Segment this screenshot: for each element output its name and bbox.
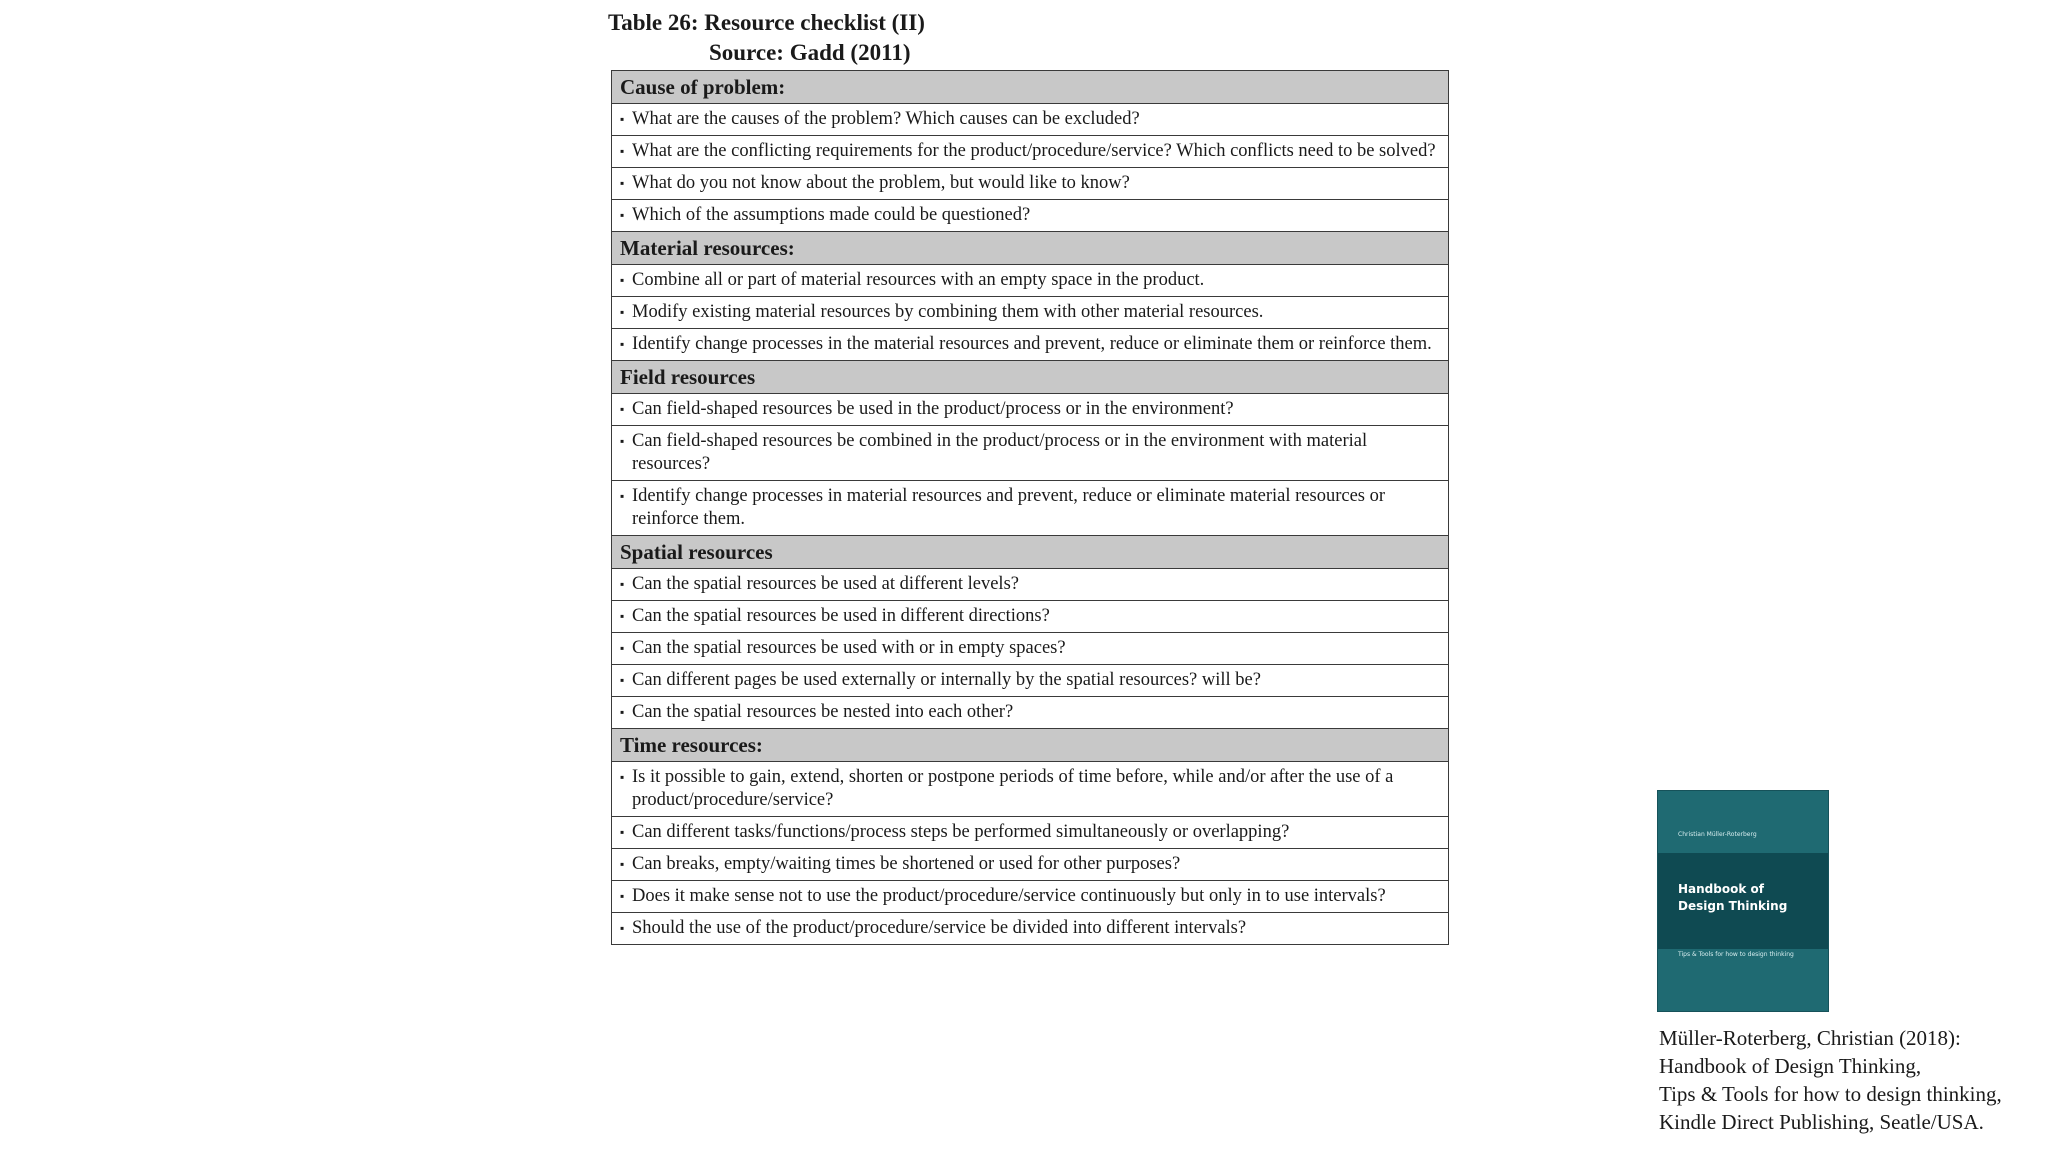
book-cover-title-line1: Handbook of xyxy=(1678,882,1764,896)
checklist-item-text: Can field-shaped resources be used in the product/process or in the environment? xyxy=(632,399,1234,419)
checklist-item-text: Can different pages be used externally or internally by the spatial resources? will be? xyxy=(632,670,1261,690)
checklist-item xyxy=(620,140,1440,163)
checklist-cell xyxy=(612,697,1449,729)
checklist-item xyxy=(620,172,1440,195)
bullet-icon: ▪ xyxy=(620,208,625,222)
checklist-item-text: Identify change processes in material resources and prevent, reduce or eliminate material resources or reinforce them. xyxy=(632,486,1386,529)
citation-line-4: Kindle Direct Publishing, Seatle/USA. xyxy=(1659,1110,1984,1134)
checklist-item xyxy=(620,301,1440,324)
section-header-row xyxy=(612,536,1449,569)
citation-line-2: Handbook of Design Thinking, xyxy=(1659,1054,1922,1078)
section-heading: Time resources: xyxy=(612,729,1449,762)
checklist-row xyxy=(612,633,1449,665)
bullet-icon: ▪ xyxy=(620,921,625,935)
checklist-cell xyxy=(612,200,1449,232)
checklist-row xyxy=(612,104,1449,136)
checklist-cell xyxy=(612,394,1449,426)
checklist-row xyxy=(612,297,1449,329)
checklist-item xyxy=(620,701,1440,724)
checklist-item-text: Combine all or part of material resources with an empty space in the product. xyxy=(632,270,1205,290)
checklist-row xyxy=(612,265,1449,297)
checklist-row xyxy=(612,569,1449,601)
checklist-row xyxy=(612,168,1449,200)
checklist-item xyxy=(620,821,1440,844)
checklist-item-text: Can the spatial resources be used with or in empty spaces? xyxy=(632,638,1066,658)
checklist-cell xyxy=(612,817,1449,849)
section-header-row xyxy=(612,361,1449,394)
bullet-icon: ▪ xyxy=(620,176,625,190)
checklist-cell xyxy=(612,665,1449,697)
checklist-item xyxy=(620,917,1440,940)
citation-line-3: Tips & Tools for how to design thinking, xyxy=(1659,1082,2002,1106)
checklist-row xyxy=(612,849,1449,881)
checklist-item-text: What do you not know about the problem, but would like to know? xyxy=(632,173,1130,193)
bullet-icon: ▪ xyxy=(620,434,625,448)
checklist-item xyxy=(620,333,1440,356)
checklist-cell xyxy=(612,762,1449,817)
resource-checklist-table xyxy=(611,70,1449,945)
bullet-icon: ▪ xyxy=(620,577,625,591)
checklist-item-text: Can the spatial resources be used in different directions? xyxy=(632,606,1050,626)
checklist-cell xyxy=(612,601,1449,633)
checklist-item xyxy=(620,605,1440,628)
checklist-item xyxy=(620,269,1440,292)
checklist-item-text: Which of the assumptions made could be questioned? xyxy=(632,205,1031,225)
book-cover-title-line2: Design Thinking xyxy=(1678,899,1788,913)
checklist-row xyxy=(612,817,1449,849)
checklist-item xyxy=(620,637,1440,660)
bullet-icon: ▪ xyxy=(620,305,625,319)
checklist-item xyxy=(620,485,1440,531)
book-cover-author: Christian Müller-Roterberg xyxy=(1678,831,1757,838)
book-cover-image xyxy=(1658,791,1828,1011)
checklist-item xyxy=(620,398,1440,421)
checklist-item-text: Can field-shaped resources be combined in the product/process or in the environment with material resources? xyxy=(632,431,1368,474)
checklist-row xyxy=(612,913,1449,945)
checklist-item-text: Should the use of the product/procedure/service be divided into different intervals? xyxy=(632,918,1247,938)
checklist-row xyxy=(612,426,1449,481)
bullet-icon: ▪ xyxy=(620,673,625,687)
checklist-item-text: Identify change processes in the material resources and prevent, reduce or eliminate them or reinforce them. xyxy=(632,334,1432,354)
checklist-item xyxy=(620,573,1440,596)
table-source: Source: Gadd (2011) xyxy=(709,40,911,65)
checklist-row xyxy=(612,200,1449,232)
checklist-item-text: What are the conflicting requirements for the product/procedure/service? Which conflicts need to be solved? xyxy=(632,141,1436,161)
table-title: Table 26: Resource checklist (II) xyxy=(608,10,925,35)
checklist-cell xyxy=(612,136,1449,168)
checklist-item xyxy=(620,766,1440,812)
checklist-item xyxy=(620,853,1440,876)
section-header-row xyxy=(612,729,1449,762)
checklist-row xyxy=(612,697,1449,729)
checklist-item-text: Is it possible to gain, extend, shorten or postpone periods of time before, while and/or after the use of a product/procedure/service? xyxy=(632,767,1394,810)
book-cover-subtitle: Tips & Tools for how to design thinking xyxy=(1678,951,1794,958)
checklist-item-text: Can different tasks/functions/process steps be performed simultaneously or overlapping? xyxy=(632,822,1290,842)
bullet-icon: ▪ xyxy=(620,641,625,655)
checklist-cell xyxy=(612,913,1449,945)
checklist-item-text: Can the spatial resources be nested into each other? xyxy=(632,702,1014,722)
checklist-cell xyxy=(612,104,1449,136)
book-cover-title xyxy=(1678,881,1818,915)
citation-line-1: Müller-Roterberg, Christian (2018): xyxy=(1659,1026,1961,1050)
checklist-cell xyxy=(612,265,1449,297)
checklist-cell xyxy=(612,168,1449,200)
checklist-row xyxy=(612,136,1449,168)
checklist-item xyxy=(620,204,1440,227)
bullet-icon: ▪ xyxy=(620,112,625,126)
checklist-item-text: Modify existing material resources by combining them with other material resources. xyxy=(632,302,1264,322)
section-header-row xyxy=(612,71,1449,104)
checklist-cell xyxy=(612,881,1449,913)
checklist-item-text: Can breaks, empty/waiting times be shortened or used for other purposes? xyxy=(632,854,1181,874)
table-caption xyxy=(608,8,925,68)
section-heading: Material resources: xyxy=(612,232,1449,265)
checklist-cell xyxy=(612,849,1449,881)
bullet-icon: ▪ xyxy=(620,770,625,784)
checklist-row xyxy=(612,394,1449,426)
checklist-row xyxy=(612,881,1449,913)
section-heading: Spatial resources xyxy=(612,536,1449,569)
bullet-icon: ▪ xyxy=(620,402,625,416)
bullet-icon: ▪ xyxy=(620,825,625,839)
bullet-icon: ▪ xyxy=(620,889,625,903)
bullet-icon: ▪ xyxy=(620,857,625,871)
section-header-row xyxy=(612,232,1449,265)
checklist-cell xyxy=(612,426,1449,481)
checklist-body xyxy=(612,71,1449,945)
checklist-item xyxy=(620,430,1440,476)
checklist-row xyxy=(612,762,1449,817)
bullet-icon: ▪ xyxy=(620,144,625,158)
checklist-row xyxy=(612,665,1449,697)
bullet-icon: ▪ xyxy=(620,337,625,351)
checklist-cell xyxy=(612,481,1449,536)
checklist-item xyxy=(620,669,1440,692)
bullet-icon: ▪ xyxy=(620,273,625,287)
checklist-row xyxy=(612,601,1449,633)
book-citation xyxy=(1659,1024,2002,1136)
bullet-icon: ▪ xyxy=(620,609,625,623)
checklist-cell xyxy=(612,297,1449,329)
section-heading: Cause of problem: xyxy=(612,71,1449,104)
checklist-item-text: Does it make sense not to use the product/procedure/service continuously but only in to use intervals? xyxy=(632,886,1386,906)
checklist-item xyxy=(620,108,1440,131)
checklist-item xyxy=(620,885,1440,908)
checklist-cell xyxy=(612,633,1449,665)
section-heading: Field resources xyxy=(612,361,1449,394)
checklist-cell xyxy=(612,329,1449,361)
checklist-row xyxy=(612,329,1449,361)
bullet-icon: ▪ xyxy=(620,705,625,719)
checklist-item-text: Can the spatial resources be used at different levels? xyxy=(632,574,1019,594)
bullet-icon: ▪ xyxy=(620,489,625,503)
checklist-cell xyxy=(612,569,1449,601)
checklist-row xyxy=(612,481,1449,536)
checklist-item-text: What are the causes of the problem? Which causes can be excluded? xyxy=(632,109,1140,129)
